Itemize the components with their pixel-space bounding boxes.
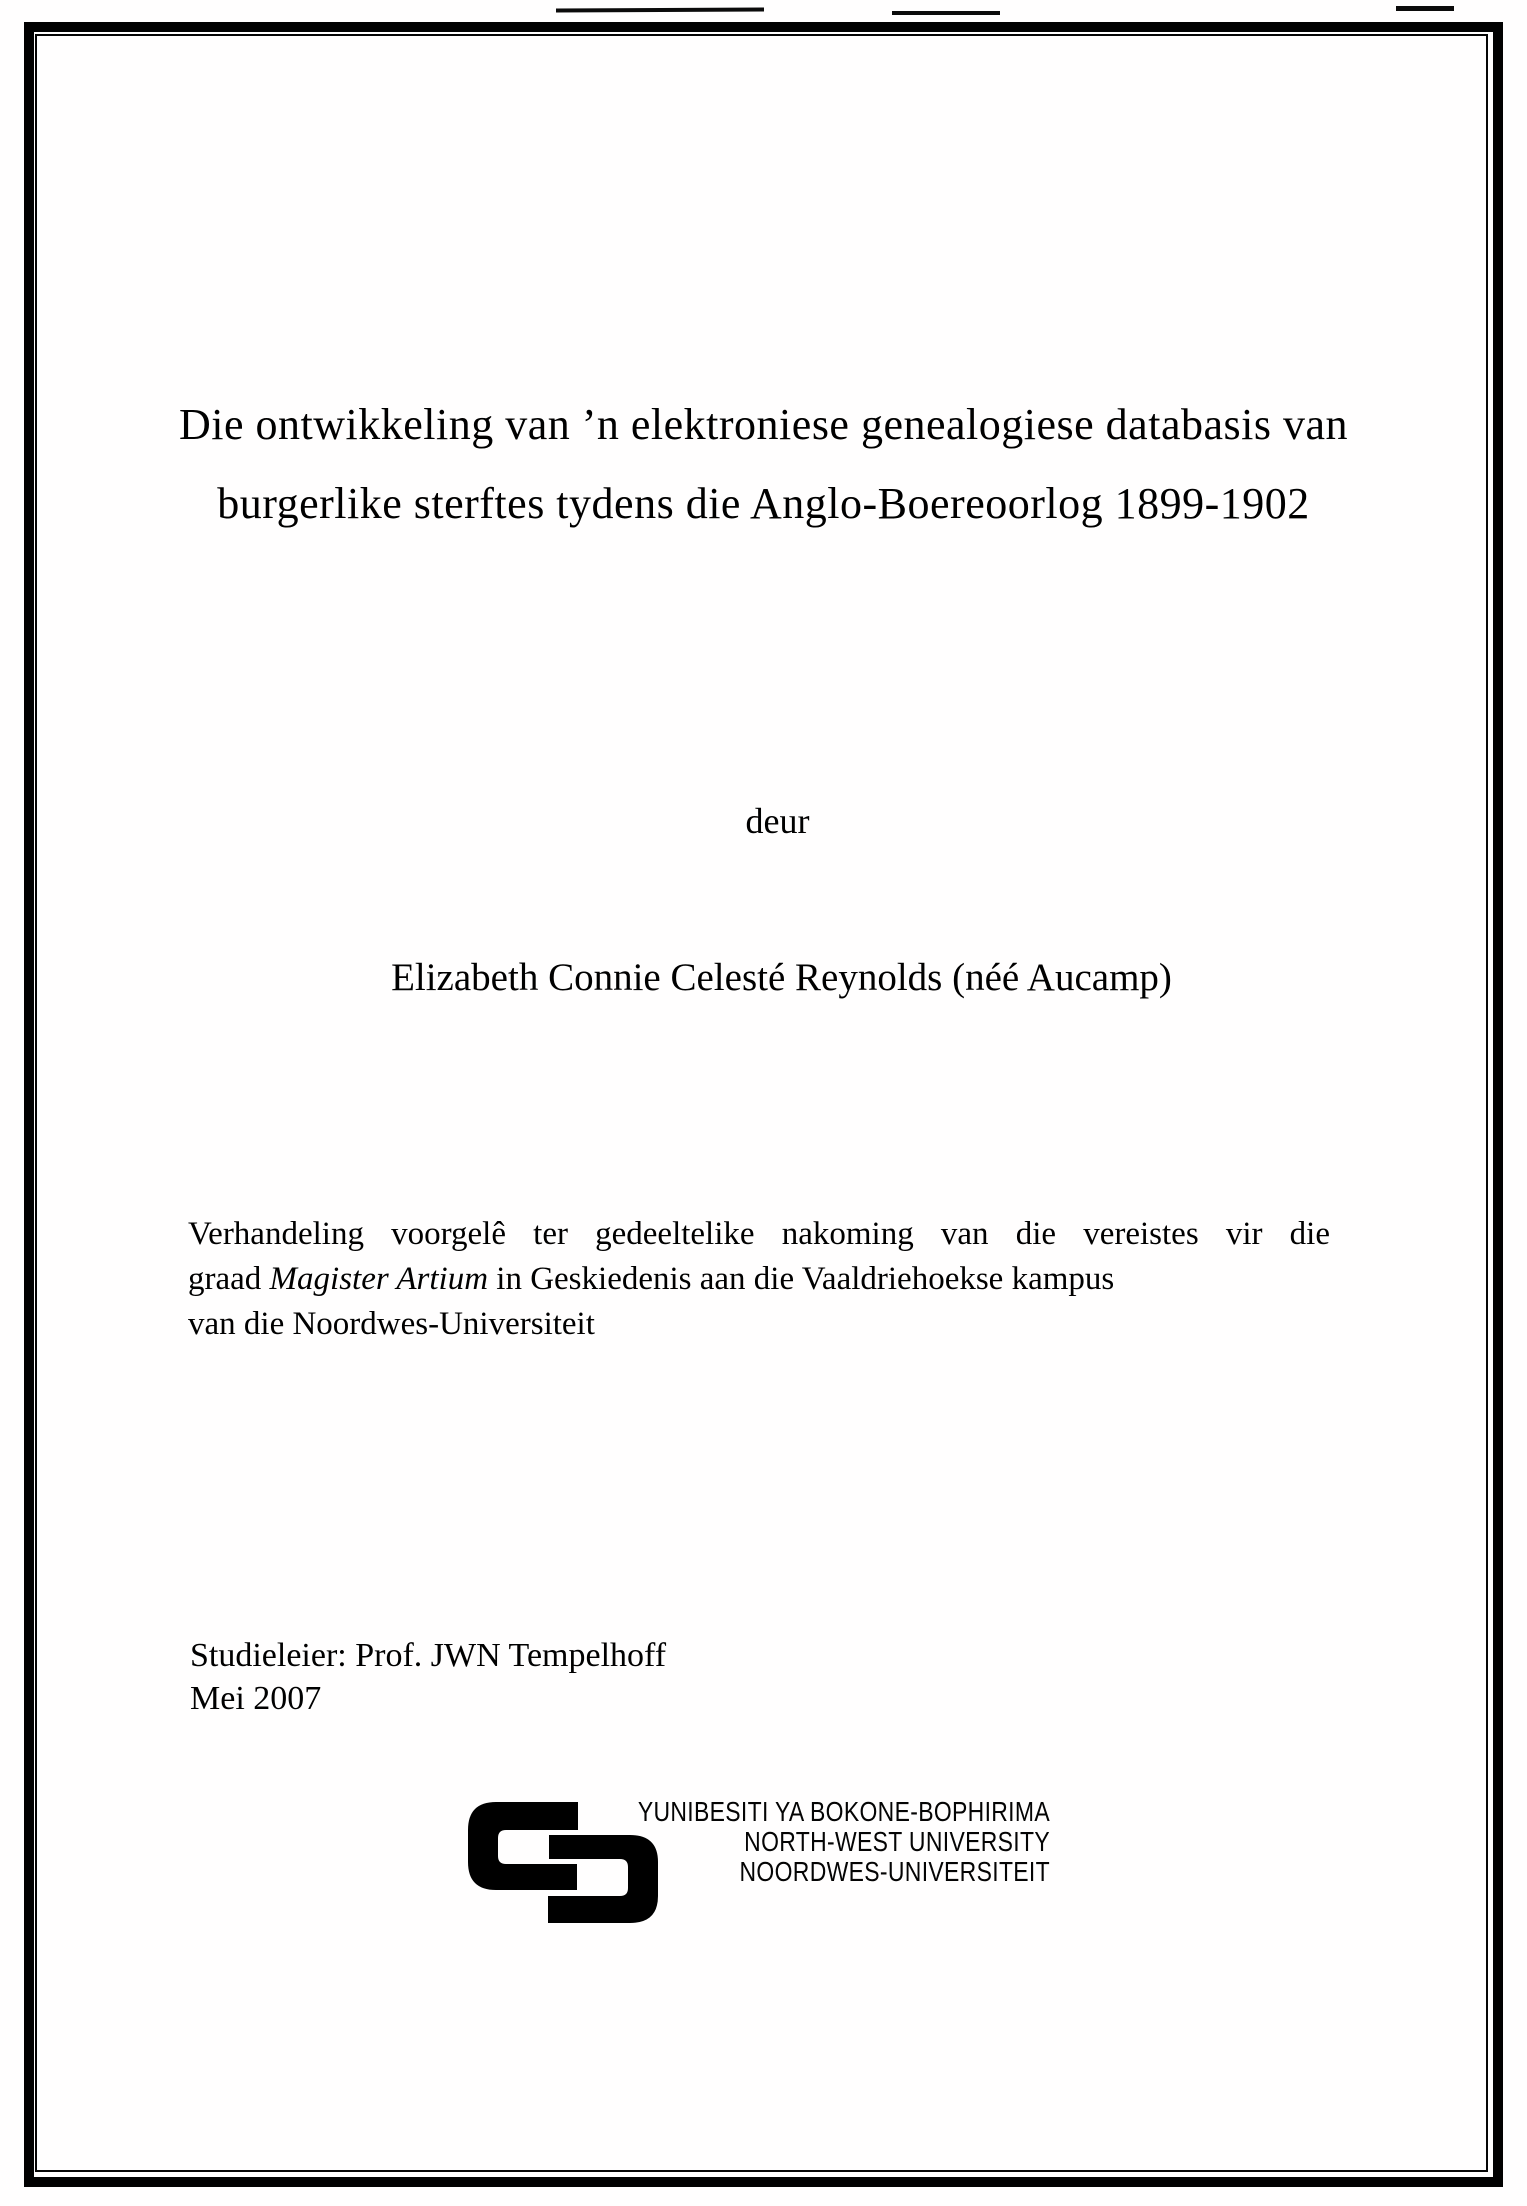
author-name: Elizabeth Connie Celesté Reynolds (néé Aucamp) [391, 956, 1172, 999]
submission-line3: van die Noordwes-Universiteit [188, 1306, 595, 1342]
thesis-title-line1: Die ontwikkeling van ’n elektroniese genealogiese databasis van [178, 400, 1348, 449]
submission-line1: Verhandeling voorgelê ter gedeeltelike nakoming van die vereistes vir die [188, 1216, 1330, 1252]
supervisor-line: Studieleier: Prof. JWN Tempelhoff [190, 1637, 667, 1674]
submission-line2-prefix: graad [188, 1261, 270, 1297]
logo-wordmark-line2: NORTH-WEST UNIVERSITY [744, 1826, 1050, 1857]
scan-artifact [556, 7, 764, 12]
supervisor-block [190, 1634, 666, 1720]
degree-name: Magister Artium [269, 1261, 489, 1297]
submission-line2-suffix: in Geskiedenis aan die Vaaldriehoekse kampus [488, 1261, 1115, 1297]
thesis-title [0, 385, 1527, 543]
logo-wordmark-line3: NOORDWES-UNIVERSITEIT [739, 1856, 1050, 1887]
logo-wordmark-line1: YUNIBESITI YA BOKONE-BOPHIRIMA [637, 1796, 1050, 1827]
scan-artifact [892, 11, 1000, 15]
submission-statement [188, 1212, 1330, 1347]
byline-label: deur [745, 801, 810, 841]
date-line: Mei 2007 [190, 1680, 322, 1717]
scan-artifact [1396, 6, 1454, 11]
university-logo-wordmark [558, 1797, 1050, 1887]
thesis-title-line2: burgerlike sterftes tydens die Anglo-Boereoorlog 1899-1902 [217, 479, 1310, 528]
submission-line2 [188, 1257, 1330, 1302]
